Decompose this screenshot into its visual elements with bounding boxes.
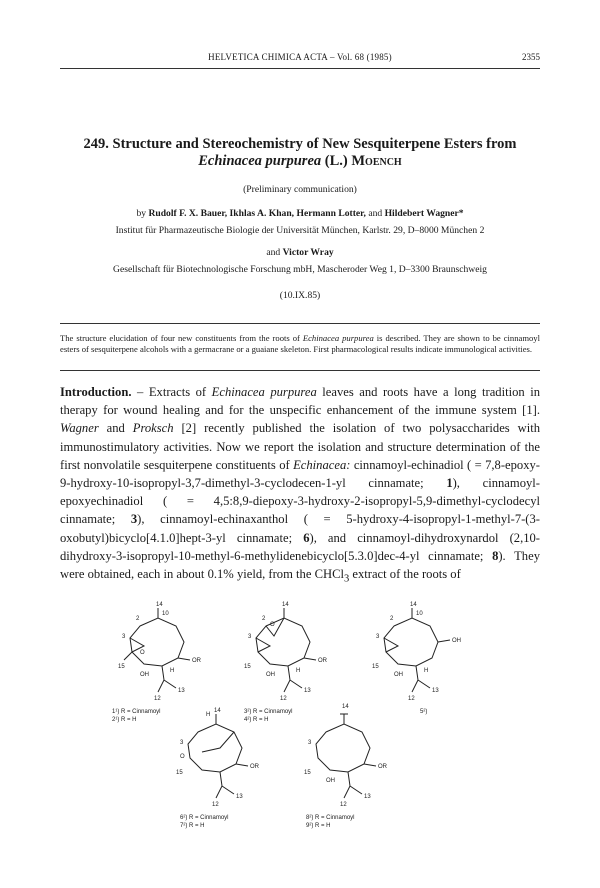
affiliation-2: Gesellschaft für Biotechnologische Forschung mbH, Mascheroder Weg 1, D–3300 Braunschweig: [113, 264, 487, 275]
structure-3: [244, 602, 328, 702]
atom-label: OH: [266, 672, 275, 678]
compound-number: 3: [130, 512, 138, 527]
author-names: Rudolf F. X. Bauer, Ikhlas A. Khan, Hermann Lotter,: [148, 208, 366, 219]
structure-5: [372, 602, 461, 702]
atom-label: 13: [364, 794, 371, 800]
structure-8: [304, 704, 388, 808]
atom-label: 2: [136, 616, 140, 622]
atom-label: 12: [212, 802, 219, 808]
caption-line: 7²) R = H: [180, 823, 205, 829]
article-title: [60, 136, 540, 170]
title-line-1: 249. Structure and Stereochemistry of New Sesquiterpene Esters from: [83, 136, 517, 152]
atom-label: 15: [304, 770, 311, 776]
intro-text: cinnamoyl-echinadiol ( = 7,8-epoxy-9-hydroxy-10-isopropyl-3,7-dimethyl-3-cyclodecen-1-yl cinnamate;: [60, 457, 541, 491]
author-line: [40, 208, 560, 219]
compound-number: 8: [492, 548, 499, 563]
atom-label: H: [296, 668, 301, 674]
atom-label: 15: [372, 664, 379, 670]
caption-line: 4²) R = H: [244, 717, 269, 723]
running-header: [60, 52, 540, 66]
caption-line: 5²): [420, 709, 428, 715]
atom-label: 3: [308, 740, 312, 746]
atom-label: 15: [244, 664, 251, 670]
atom-label: 15: [118, 664, 125, 670]
author-wray: Victor Wray: [282, 247, 334, 258]
atom-label: 2: [390, 616, 394, 622]
page-number: 2355: [522, 52, 540, 62]
caption-line: 3²) R = Cinnamoyl: [244, 709, 293, 715]
intro-text: ), cinnamoyl-echinaxanthol ( = 5-hydroxy-4-isopropyl-1-methyl-7-(3-oxobutyl)bicyclo[4.1.0]hept-3-yl cinnamate;: [60, 512, 540, 545]
atom-label: OR: [318, 658, 327, 664]
atom-label: OH: [326, 778, 335, 784]
atom-label: H: [424, 668, 429, 674]
atom-label: OR: [250, 764, 259, 770]
structure-1: [118, 602, 202, 702]
title-authority-name: Moench: [351, 153, 402, 169]
atom-label: H: [206, 712, 211, 718]
caption-line: 8²) R = Cinnamoyl: [306, 815, 355, 821]
abstract-text-2: is described. They are shown to be cinnamoyl esters of sesquiterpene alcohols with a germacrane or a guaiane skeleton. First pharmacological results indicate immunological activities.: [60, 333, 540, 355]
atom-label: 15: [176, 770, 183, 776]
caption-line: 6²) R = Cinnamoyl: [180, 815, 229, 821]
caption-8: [306, 814, 355, 830]
atom-label: 13: [304, 688, 311, 694]
structure-drawings: [0, 592, 600, 872]
preliminary-note: (Preliminary communication): [243, 184, 357, 195]
atom-label: OR: [378, 764, 387, 770]
compound-number: 1: [446, 476, 453, 491]
intro-author: Wagner: [60, 421, 99, 436]
intro-heading: Introduction.: [60, 385, 132, 399]
abstract: [60, 333, 540, 355]
intro-text: [2] recently published the isolation of two polysaccharides with immunostimulatory activities. Now we report the isolation and structure determination of the first nonvolatile sesquiterpene constituents of: [60, 421, 540, 472]
intro-text: ). They were obtained, each in about 0.1% yield, from the CHCl: [60, 548, 540, 582]
header-rule: [60, 68, 540, 69]
atom-label: 12: [408, 696, 415, 702]
received-date: (10.IX.85): [279, 290, 321, 301]
atom-label: OH: [394, 672, 403, 678]
atom-label: 13: [236, 794, 243, 800]
abstract-top-rule: [60, 323, 540, 324]
author-prefix: by: [136, 208, 149, 219]
caption-6: [180, 814, 229, 830]
atom-label: 12: [340, 802, 347, 808]
caption-line: 9²) R = H: [306, 823, 331, 829]
and-author-line: [40, 247, 560, 258]
introduction-paragraph: [60, 383, 540, 589]
atom-label: O: [270, 622, 275, 628]
atom-label: 3: [376, 634, 380, 640]
author-and: and: [365, 208, 385, 219]
abstract-text-1: The structure elucidation of four new constituents from the roots of: [60, 333, 303, 343]
intro-text: leaves and roots have a long tradition in therapy for wound healing and for the unspecific enhancement of the immune system [1].: [60, 385, 540, 418]
author-last: Hildebert Wagner*: [384, 208, 464, 219]
atom-label: O: [140, 650, 145, 656]
title-line-2: [60, 153, 540, 170]
intro-author: Proksch: [132, 421, 174, 436]
intro-species: Echinacea purpurea: [211, 385, 317, 399]
atom-label: 12: [280, 696, 287, 702]
atom-label: 13: [432, 688, 439, 694]
atom-label: 12: [154, 696, 161, 702]
atom-label: 14: [410, 602, 417, 608]
intro-text: ), cinnamoyl-epoxyechinadiol ( = 4,5:8,9-diepoxy-3-hydroxy-2-isopropyl-5,9-dimethyl-cyclodecyl cinnamate;: [60, 476, 540, 527]
title-species: Echinacea purpurea: [198, 153, 322, 169]
intro-text: – Extracts of: [131, 385, 212, 399]
atom-label: 13: [178, 688, 185, 694]
caption-5: [420, 708, 427, 716]
abstract-bottom-rule: [60, 370, 540, 371]
atom-label: 3: [122, 634, 126, 640]
caption-line: 1¹) R = Cinnamoyl: [112, 709, 161, 715]
atom-label: OH: [140, 672, 149, 678]
intro-text: ), and cinnamoyl-dihydroxynardol (2,10-dihydroxy-3-isopropyl-10-methyl-6-methylidenebicyclo[5.3.0]dec-4-yl cinnamate;: [60, 530, 540, 563]
atom-label: 3: [248, 634, 252, 640]
structure-figure: [0, 592, 600, 872]
caption-1: [112, 708, 161, 724]
subscript: 3: [343, 573, 350, 585]
title-authority: (L.): [321, 153, 352, 169]
abstract-species: Echinacea purpurea: [302, 333, 374, 343]
intro-species: Echinacea:: [293, 457, 351, 472]
compound-number: 6: [303, 530, 310, 545]
journal-title: HELVETICA CHIMICA ACTA – Vol. 68 (1985): [208, 52, 392, 62]
atom-label: H: [170, 668, 175, 674]
atom-label: O: [180, 754, 185, 760]
affiliation-1: Institut für Pharmazeutische Biologie der Universität München, Karlstr. 29, D–8000 München 2: [115, 225, 485, 236]
atom-label: 3: [180, 740, 184, 746]
caption-3: [244, 708, 293, 724]
and-prefix: and: [266, 247, 283, 258]
atom-label: 14: [342, 704, 349, 710]
atom-label: 14: [214, 708, 221, 714]
intro-text: extract of the roots of: [349, 567, 461, 582]
atom-label: OH: [452, 638, 461, 644]
atom-label: 14: [156, 602, 163, 608]
atom-label: OR: [192, 658, 201, 664]
atom-label: 2: [262, 616, 266, 622]
atom-label: 10: [162, 611, 169, 617]
atom-label: 14: [282, 602, 289, 608]
caption-line: 2¹) R = H: [112, 717, 137, 723]
atom-label: 10: [416, 611, 423, 617]
intro-text: and: [98, 421, 133, 436]
